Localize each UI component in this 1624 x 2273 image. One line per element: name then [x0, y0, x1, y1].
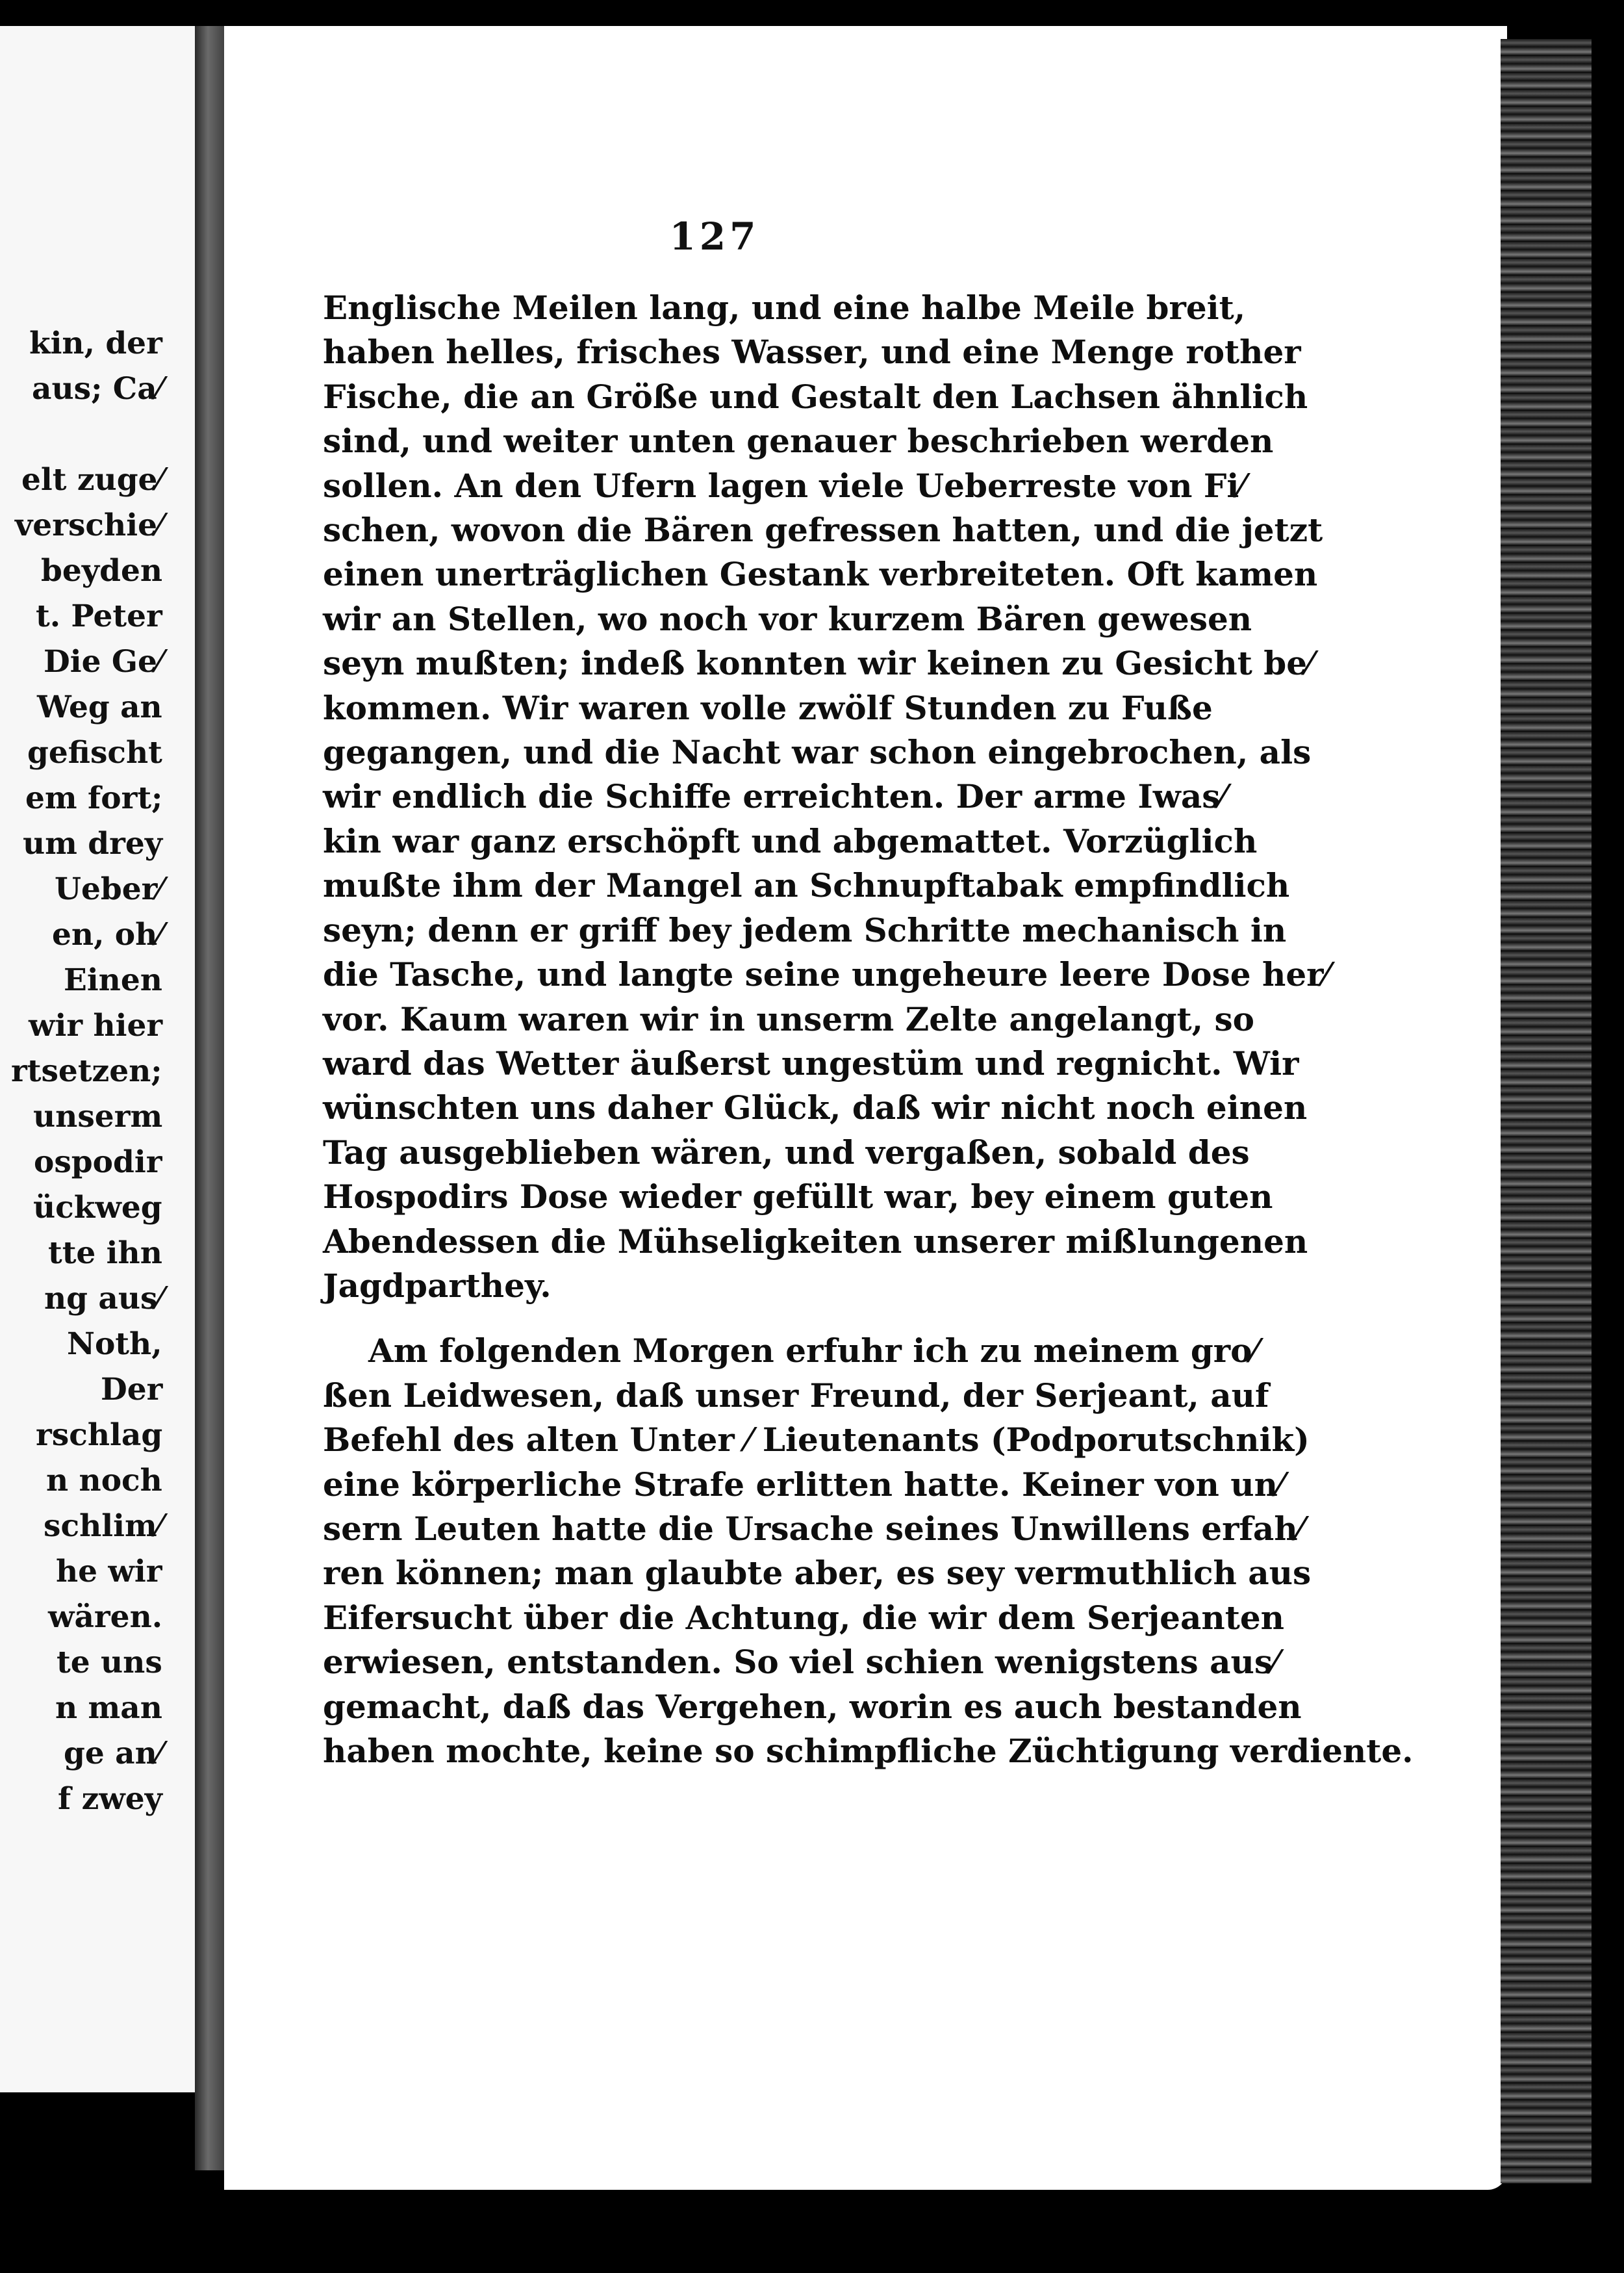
text-line: eine körperliche Strafe erlitten hatte. Keiner von un⁄: [323, 1465, 1284, 1504]
text-line: Jagdparthey.: [323, 1266, 552, 1305]
text-line: Tag ausgeblieben wären, und vergaßen, sobald des: [323, 1133, 1250, 1172]
left-page-line: aus; Ca⁄: [32, 371, 162, 407]
text-line: schen, wovon die Bären gefressen hatten, und die jetzt: [323, 511, 1323, 550]
text-line: sern Leuten hatte die Ursache seines Unwillens erfah⁄: [323, 1509, 1304, 1548]
text-line: Befehl des alten Unter ⁄ Lieutenants (Podporutschnik): [323, 1420, 1310, 1459]
left-page-line: rtsetzen;: [11, 1053, 162, 1089]
left-page-line: en, oh⁄: [52, 917, 163, 953]
text-line: ßen Leidwesen, daß unser Freund, der Serjeant, auf: [323, 1376, 1269, 1415]
left-page-line: t. Peter: [36, 598, 162, 634]
left-page-line: Weg an: [37, 689, 162, 725]
text-line: erwiesen, entstanden. So viel schien wenigstens aus⁄: [323, 1643, 1278, 1682]
paragraph-gap: [323, 1308, 1138, 1329]
previous-page-fragment: [0, 26, 197, 2092]
left-page-line: gefischt: [27, 735, 162, 771]
text-line: mußte ihm der Mangel an Schnupftabak empfindlich: [323, 866, 1290, 905]
text-line: ren können; man glaubte aber, es sey vermuthlich aus: [323, 1554, 1312, 1593]
text-line: sollen. An den Ufern lagen viele Ueberreste von Fi⁄: [323, 466, 1245, 505]
book-gutter: [195, 26, 227, 2170]
text-line: kommen. Wir waren volle zwölf Stunden zu Fuße: [323, 688, 1213, 727]
left-page-line: beyden: [41, 553, 163, 589]
text-line: seyn mußten; indeß konnten wir keinen zu Gesicht be⁄: [323, 644, 1313, 683]
left-page-line: schlim⁄: [44, 1508, 162, 1544]
left-page-line: ge an⁄: [64, 1736, 162, 1771]
left-page-line: kin, der: [29, 326, 162, 361]
text-line: wir endlich die Schiffe erreichten. Der arme Iwas⁄: [323, 777, 1226, 816]
page-edge-shadow: [1501, 39, 1592, 2183]
text-line: Fische, die an Größe und Gestalt den Lachsen ähnlich: [323, 377, 1308, 416]
left-page-line: n man: [55, 1690, 162, 1726]
text-line: sind, und weiter unten genauer beschrieben werden: [323, 422, 1274, 461]
left-page-line: Der: [101, 1372, 163, 1407]
text-line: seyn; denn er griff bey jedem Schritte mechanisch in: [323, 910, 1287, 949]
left-page-line: ospodir: [34, 1144, 162, 1180]
text-line: ward das Wetter äußerst ungestüm und regnicht. Wir: [323, 1044, 1299, 1083]
text-line: wünschten uns daher Glück, daß wir nicht noch einen: [323, 1088, 1308, 1127]
text-line: einen unerträglichen Gestank verbreiteten. Oft kamen: [323, 555, 1318, 594]
left-page-line: wären.: [48, 1599, 163, 1635]
page-text: [323, 286, 1414, 1773]
left-page-line: Die Ge⁄: [44, 644, 162, 680]
left-page-line: um drey: [23, 826, 163, 862]
text-line: kin war ganz erschöpft und abgemattet. Vorzüglich: [323, 821, 1258, 860]
left-page-line: verschie⁄: [15, 507, 162, 543]
left-page-line: wir hier: [29, 1008, 163, 1044]
text-line: Hospodirs Dose wieder gefüllt war, bey einem guten: [323, 1177, 1273, 1216]
left-page-line: Ueber⁄: [55, 871, 163, 907]
left-page-line: n noch: [46, 1463, 162, 1498]
left-page-line: em fort;: [25, 780, 163, 816]
text-line: Eifersucht über die Achtung, die wir dem Serjeanten: [323, 1598, 1285, 1637]
left-page-line: he wir: [56, 1554, 162, 1589]
text-line: Am folgenden Morgen erfuhr ich zu meinem gro⁄: [368, 1331, 1258, 1370]
left-page-line: Einen: [64, 962, 162, 998]
left-page-line: elt zuge⁄: [21, 462, 163, 498]
text-line: gegangen, und die Nacht war schon eingebrochen, als: [323, 733, 1312, 772]
text-line: vor. Kaum waren wir in unserm Zelte angelangt, so: [323, 999, 1254, 1038]
left-page-line: ng aus⁄: [44, 1281, 163, 1316]
text-line: haben mochte, keine so schimpfliche Züchtigung verdiente.: [323, 1732, 1414, 1770]
text-line: wir an Stellen, wo noch vor kurzem Bären gewesen: [323, 599, 1252, 638]
text-line: Englische Meilen lang, und eine halbe Meile breit,: [323, 289, 1246, 327]
text-line: haben helles, frisches Wasser, und eine Menge rother: [323, 333, 1301, 372]
left-page-line: tte ihn: [48, 1235, 162, 1271]
text-line: Abendessen die Mühseligkeiten unserer mißlungenen: [323, 1222, 1308, 1261]
left-page-line: unserm: [33, 1099, 163, 1135]
left-page-line: te uns: [57, 1645, 162, 1680]
left-page-line: Noth,: [67, 1326, 162, 1362]
page-number: 127: [669, 214, 760, 259]
text-line: gemacht, daß das Vergehen, worin es auch bestanden: [323, 1687, 1302, 1726]
left-page-line: ückweg: [33, 1190, 162, 1226]
text-line: die Tasche, und langte seine ungeheure leere Dose her⁄: [323, 955, 1329, 994]
left-page-line: f zwey: [58, 1781, 162, 1817]
left-page-line: rschlag: [36, 1417, 163, 1453]
